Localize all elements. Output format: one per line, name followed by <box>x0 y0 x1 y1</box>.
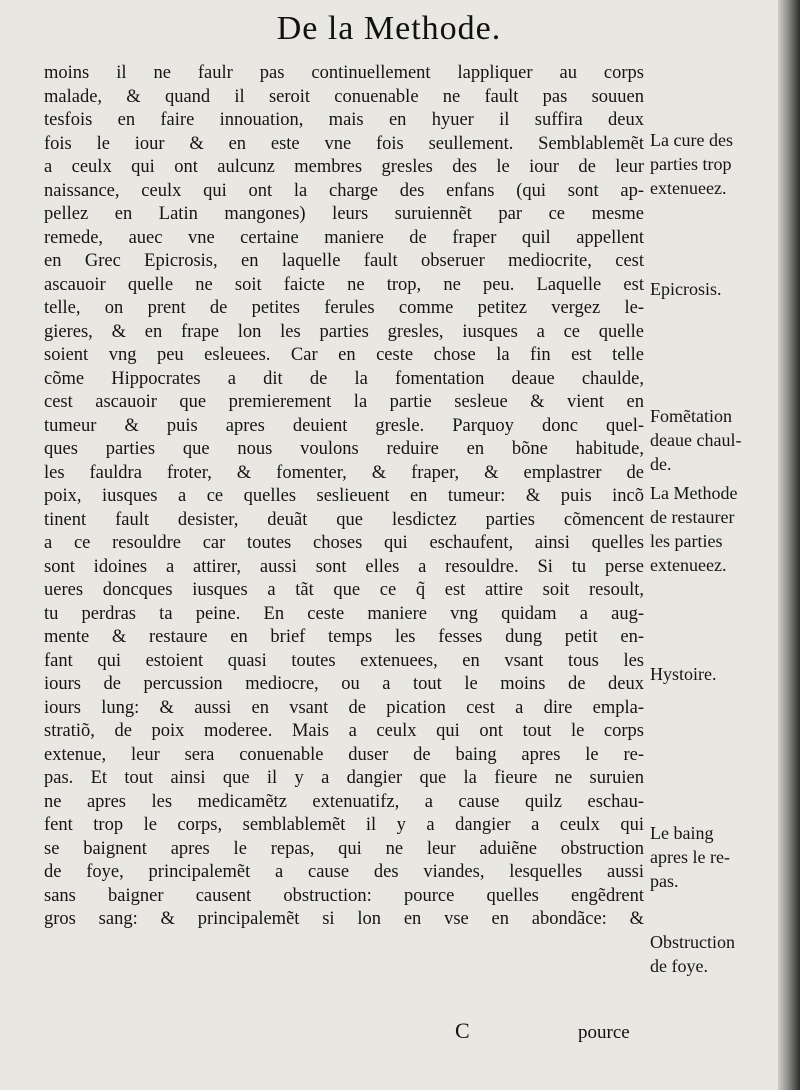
margin-note-line: deaue chaul- <box>650 430 742 450</box>
main-text-block <box>44 62 644 932</box>
text-line: ne apres les medicamẽtz extenuatifz, a cause quilz eschau- <box>44 791 644 812</box>
page-edge <box>778 0 800 1090</box>
margin-note-epicrosis <box>650 277 785 301</box>
text-line: naissance, ceulx qui ont la charge des enfans (qui sont ap- <box>44 180 644 201</box>
text-line: soient vng peu esleuees. Car en ceste chose la fin est telle <box>44 345 644 365</box>
text-line: remede, auec vne certaine maniere de fraper quil appellent <box>44 227 644 248</box>
text-line: tumeur & puis apres deuient gresle. Parquoy donc quel- <box>44 415 644 436</box>
margin-note-line: Obstruction <box>650 932 735 952</box>
text-line: extenue, leur sera conuenable duser de baing apres le re- <box>44 744 644 765</box>
text-line: gros sang: & principalemẽt si lon en vse en abondãce: & <box>44 909 644 929</box>
margin-note-line: Epicrosis. <box>650 279 722 299</box>
text-line: iours lung: & aussi en vsant de pication cest a dire empla- <box>44 697 644 718</box>
text-line: pellez en Latin mangones) leurs suruiennẽt par ce mesme <box>44 204 644 224</box>
text-line: stratiõ, de poix moderee. Mais a ceulx qui ont tout le corps <box>44 721 644 741</box>
text-line: a ceulx qui ont aulcunz membres gresles des le iour de leur <box>44 157 644 177</box>
margin-note-line: Hystoire. <box>650 664 717 684</box>
running-head: De la Methode. <box>276 10 502 47</box>
text-line: ueres doncques iusques a tãt que ce q̃ est attire soit resoult, <box>44 580 644 600</box>
text-line: iours de percussion mediocre, ou a tout le moins de deux <box>44 674 644 694</box>
text-line: fant qui estoient quasi toutes extenuees, en vsant tous les <box>44 650 644 671</box>
text-line: gieres, & en frape lon les parties gresles, iusques a ce quelle <box>44 321 644 342</box>
text-line: mente & restaure en brief temps les fesses dung petit en- <box>44 627 644 647</box>
margin-note-line: pas. <box>650 871 679 891</box>
margin-note-baing <box>650 821 785 893</box>
margin-note-line: de restaurer <box>650 507 735 527</box>
text-line: sont idoines a attirer, aussi sont elles a resouldre. Si tu perse <box>44 556 644 577</box>
text-line: tesfois en faire innouation, mais en hyuer il suffira deux <box>44 110 644 130</box>
text-line: poix, iusques a ce quelles seslieuent en tumeur: & puis incõ <box>44 486 644 506</box>
margin-note-line: extenueez. <box>650 178 727 198</box>
text-line: les fauldra froter, & fomenter, & fraper, & emplastrer de <box>44 462 644 483</box>
text-line: cest ascauoir que premierement la partie sesleue & vient en <box>44 392 644 412</box>
text-line: ques parties que nous voulons reduire en bõne habitude, <box>44 439 644 459</box>
margin-note-line: les parties <box>650 531 723 551</box>
text-line: sans baigner causent obstruction: pource quelles engẽdrent <box>44 885 644 906</box>
margin-note-line: apres le re- <box>650 847 730 867</box>
margin-note-line: Fomẽtation <box>650 406 732 426</box>
margin-note-cure <box>650 128 785 200</box>
signature-mark: C <box>455 1018 470 1043</box>
text-line: fois le iour & en este vne fois seullement. Semblablemẽt <box>44 133 644 154</box>
text-line: tu perdras ta peine. En ceste maniere vng quidam a aug- <box>44 603 644 624</box>
margin-note-line: Le baing <box>650 823 714 843</box>
text-line: a ce resouldre car toutes choses qui eschaufent, ainsi quelles <box>44 533 644 553</box>
margin-note-line: La Methode <box>650 483 738 503</box>
margin-note-line: de foye. <box>650 956 708 976</box>
margin-note-hystoire <box>650 662 785 686</box>
margin-note-line: extenueez. <box>650 555 727 575</box>
text-line: cõme Hippocrates a dit de la fomentation deaue chaulde, <box>44 368 644 389</box>
text-line: ascauoir quelle ne soit faicte ne trop, ne peu. Laquelle est <box>44 274 644 295</box>
margin-note-line: parties trop <box>650 154 732 174</box>
margin-note-line: La cure des <box>650 130 733 150</box>
text-line: moins il ne faulr pas continuellement lappliquer au corps <box>44 63 644 83</box>
text-line: fent trop le corps, semblablemẽt il y a dangier a ceulx qui <box>44 815 644 835</box>
margin-note-methode <box>650 481 785 577</box>
margin-note-line: de. <box>650 454 672 474</box>
catchword: pource <box>578 1022 630 1043</box>
margin-note-obstruction <box>650 930 785 978</box>
margin-note-fomentation <box>650 404 785 476</box>
text-line: pas. Et tout ainsi que il y a dangier que la fieure ne suruien <box>44 768 644 788</box>
text-line: se baignent apres le repas, qui ne leur aduiẽne obstruction <box>44 838 644 859</box>
text-line: telle, on prent de petites ferules comme petitez vergez le- <box>44 298 644 318</box>
text-line: tinent fault desister, deuãt que lesdictez parties cõmencent <box>44 509 644 530</box>
text-line: malade, & quand il seroit conuenable ne fault pas souuen <box>44 86 644 107</box>
text-line: en Grec Epicrosis, en laquelle fault obseruer mediocrite, cest <box>44 251 644 271</box>
text-line: de foye, principalemẽt a cause des viandes, lesquelles aussi <box>44 862 644 882</box>
